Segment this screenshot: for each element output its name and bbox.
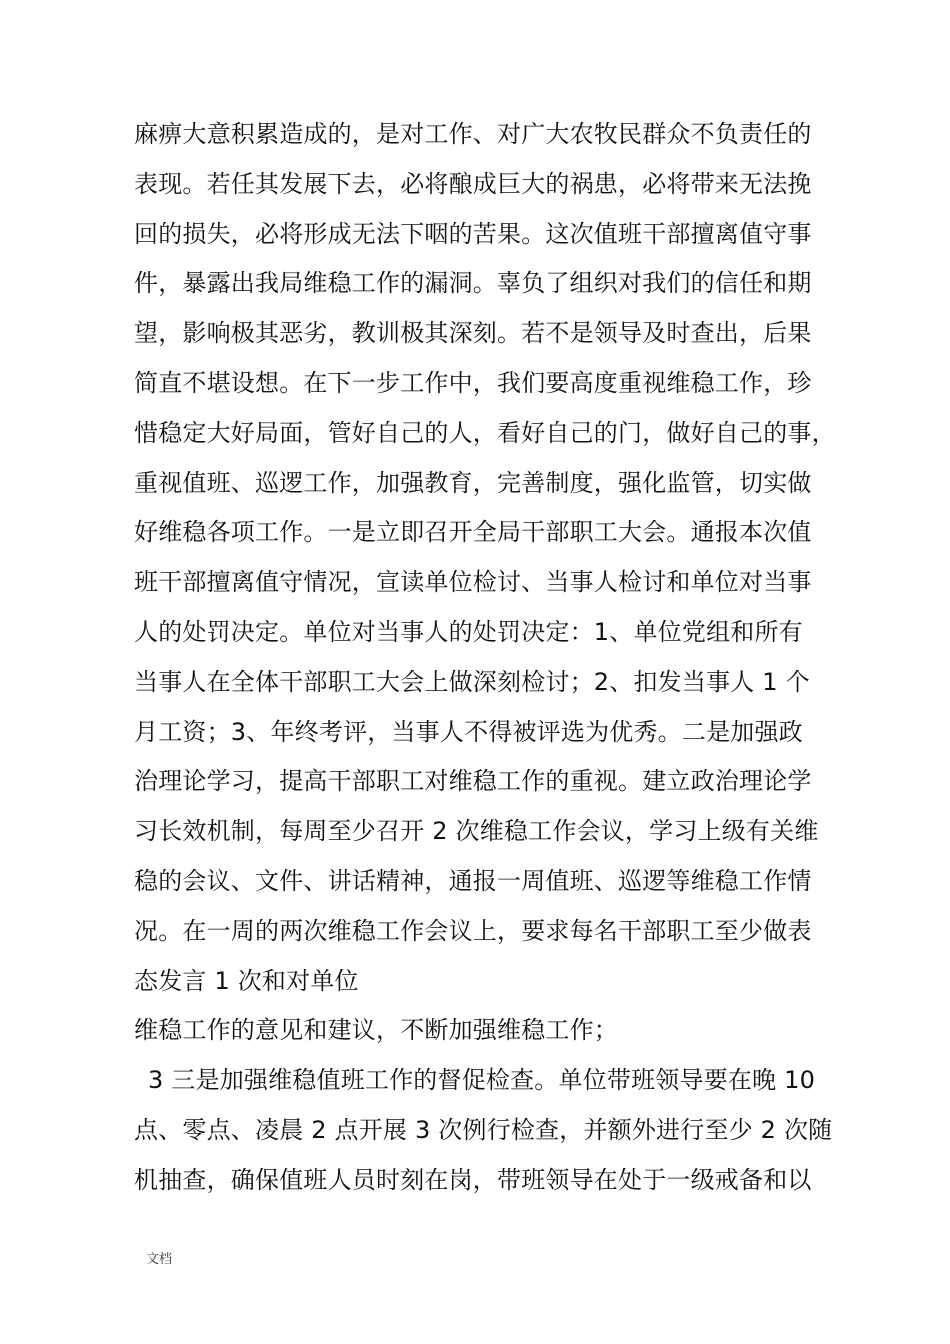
text-line: 好维稳各项工作。一是立即召开全局干部职工大会。通报本次值: [134, 518, 812, 547]
text-line: 重视值班、巡逻工作，加强教育，完善制度，强化监管，切实做: [134, 468, 812, 497]
text-line: 习长效机制，每周至少召开 2 次维稳工作会议，学习上级有关维: [134, 817, 819, 846]
text-line: 机抽查，确保值班人员时刻在岗，带班领导在处于一级戒备和以: [134, 1165, 812, 1194]
text-line: 表现。若任其发展下去，必将酿成巨大的祸患，必将带来无法挽: [134, 169, 812, 198]
text-line: 件，暴露出我局维稳工作的漏洞。辜负了组织对我们的信任和期: [134, 269, 812, 298]
footer-label: 文档: [146, 1252, 173, 1267]
text-line: 稳的会议、文件、讲话精神，通报一周值班、巡逻等维稳工作情: [134, 866, 812, 895]
text-line: 3 三是加强维稳值班工作的督促检查。单位带班领导要在晚 10: [148, 1066, 816, 1095]
text-line: 况。在一周的两次维稳工作会议上，要求每名干部职工至少做表: [134, 916, 812, 945]
text-line: 人的处罚决定。单位对当事人的处罚决定：1、单位党组和所有: [134, 617, 803, 646]
text-line: 月工资；3、年终考评，当事人不得被评选为优秀。二是加强政: [134, 717, 803, 746]
text-line: 点、零点、凌晨 2 点开展 3 次例行检查，并额外进行至少 2 次随: [134, 1115, 833, 1144]
text-line: 治理论学习，提高干部职工对维稳工作的重视。建立政治理论学: [134, 767, 812, 796]
text-line: 态发言 1 次和对单位: [134, 966, 359, 995]
text-line: 简直不堪设想。在下一步工作中，我们要高度重视维稳工作，珍: [134, 368, 812, 397]
text-line: 望，影响极其恶劣，教训极其深刻。若不是领导及时查出，后果: [134, 319, 812, 348]
text-line: 班干部擅离值守情况，宣读单位检讨、当事人检讨和单位对当事: [134, 568, 812, 597]
text-line: 维稳工作的意见和建议，不断加强维稳工作；: [134, 1016, 618, 1045]
text-line: 回的损失，必将形成无法下咽的苦果。这次值班干部擅离值守事: [134, 219, 812, 248]
document-body: [134, 110, 834, 1206]
text-line: 麻痹大意积累造成的，是对工作、对广大农牧民群众不负责任的: [134, 120, 812, 148]
text-line: 惜稳定大好局面，管好自己的人，看好自己的门，做好自己的事，: [134, 418, 836, 447]
text-line: 当事人在全体干部职工大会上做深刻检讨；2、扣发当事人 1 个: [134, 667, 810, 696]
